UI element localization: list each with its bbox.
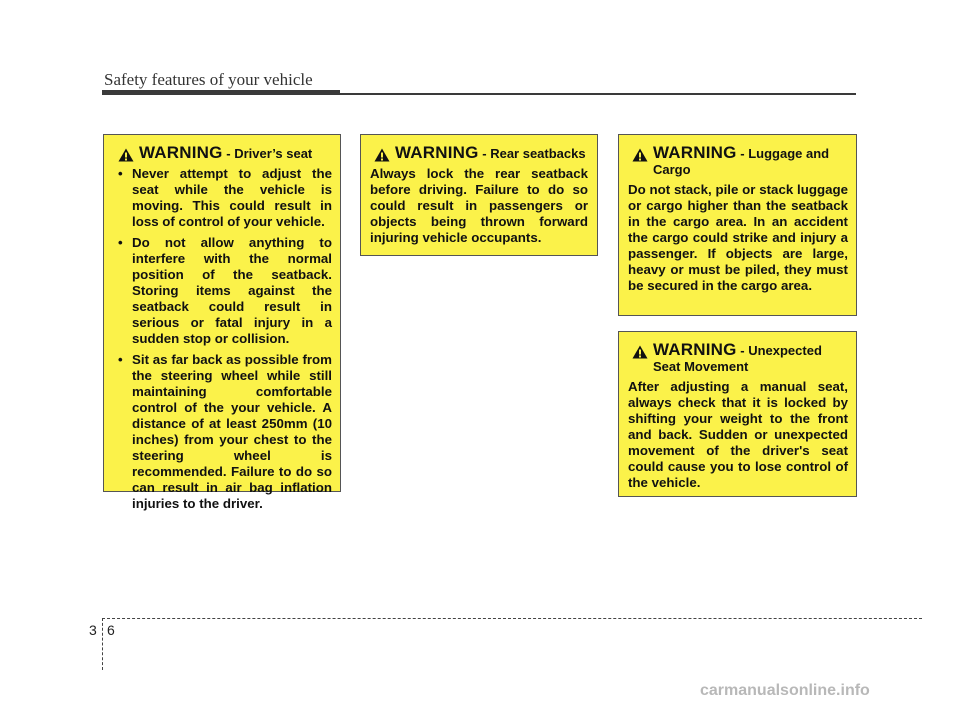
- warning-triangle-icon: [374, 148, 390, 162]
- chapter-number: 3: [89, 622, 97, 638]
- watermark-text: carmanualsonline.info: [700, 682, 870, 699]
- list-item: • Never attempt to adjust the seat while the vehicle is moving. This could result in loss of control of your vehicle.: [114, 166, 332, 230]
- warning-triangle-icon: [632, 345, 648, 359]
- warning-text: Do not stack, pile or stack luggage or cargo higher than the seatback in the cargo area. In an accident the cargo could strike and injury a passenger. If objects are large, heavy or must be piled, they must be secured in the cargo area.: [628, 182, 848, 293]
- page-header-title: Safety features of your vehicle: [104, 70, 313, 89]
- warning-triangle-icon: [632, 148, 648, 162]
- warning-word: WARNING: [395, 143, 479, 162]
- warning-subtitle: - Luggage and Cargo: [653, 146, 830, 177]
- footer-divider: [102, 618, 103, 670]
- page-number: 6: [107, 622, 115, 638]
- warning-box-luggage-cargo: [618, 134, 857, 316]
- warning-subtitle: - Rear seatbacks: [482, 146, 586, 161]
- warning-text: Always lock the rear seatback before driving. Failure to do so could result in passengers or objects being thrown forward injuring vehicle occupants.: [370, 166, 588, 245]
- warning-list: [114, 166, 332, 512]
- list-item: • Sit as far back as possible from the steering wheel while still maintaining comfortable control of the your vehicle. A distance of at least 250mm (10 inches) from your chest to the steering wheel is recommended. Failure to do so can result in air bag inflation injuries to the driver.: [114, 352, 332, 512]
- header-rule: [102, 93, 856, 95]
- warning-subtitle: - Driver’s seat: [226, 146, 313, 161]
- warning-box-drivers-seat: [103, 134, 341, 511]
- warning-box-rear-seatbacks: [360, 134, 598, 256]
- list-item: • Do not allow anything to interfere with the normal position of the seatback. Storing items against the seatback could result in serious or fatal injury in a sudden stop or collision.: [114, 235, 332, 347]
- warning-subtitle: - Unexpected Seat Movement: [653, 343, 822, 374]
- warning-word: WARNING: [653, 143, 737, 162]
- footer-rule: [102, 618, 922, 619]
- warning-word: WARNING: [653, 340, 737, 359]
- warning-box-seat-movement: [618, 331, 857, 497]
- warning-text: After adjusting a manual seat, always check that it is locked by shifting your weight to the front and back. Sudden or unexpected movement of the driver's seat could cause you to lose control of the vehicle.: [628, 379, 848, 490]
- warning-word: WARNING: [139, 143, 223, 162]
- warning-triangle-icon: [118, 148, 134, 162]
